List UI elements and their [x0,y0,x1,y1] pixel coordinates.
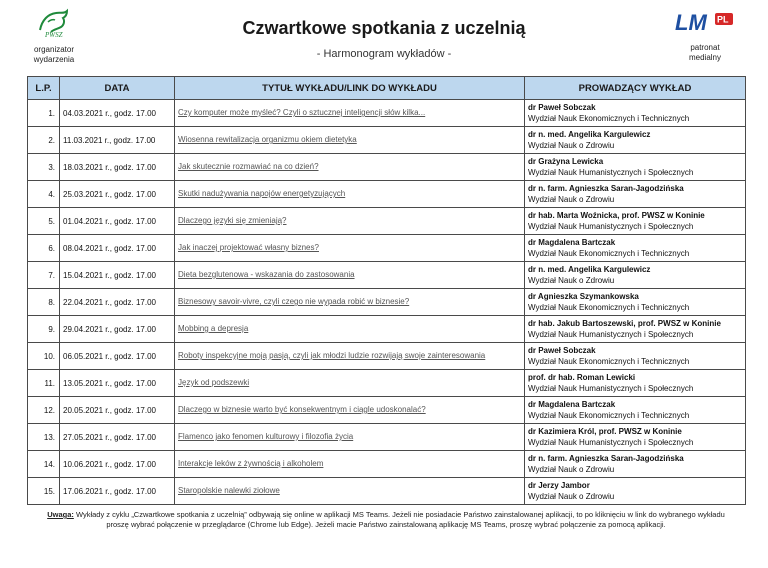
lecturer-department: Wydział Nauk Humanistycznych i Społecznych [528,384,694,393]
column-header-lp: L.P. [28,77,60,100]
row-title-cell [175,100,525,127]
row-number: 4. [28,181,60,208]
column-header-title: TYTUŁ WYKŁADU/LINK DO WYKŁADU [175,77,525,100]
row-title-cell [175,451,525,478]
media-patron-logo [665,10,745,63]
lecture-link[interactable]: Interakcje leków z żywnością i alkoholem [178,459,324,468]
lecture-schedule-table [27,76,746,505]
page-title: Czwartkowe spotkania z uczelnią [242,18,526,38]
row-date: 01.04.2021 r., godz. 17.00 [60,208,175,235]
row-lecturer-cell [525,397,746,424]
row-lecturer-cell [525,154,746,181]
lm-logo-badge: PL [717,14,729,25]
row-lecturer-cell [525,127,746,154]
lecturer-name: dr Kazimiera Król, prof. PWSZ w Koninie [528,427,682,436]
lm-logo-text: LM [675,10,707,35]
row-lecturer-cell [525,316,746,343]
row-number: 11. [28,370,60,397]
table-header-row [28,77,746,100]
usage-note [36,510,736,530]
row-date: 10.06.2021 r., godz. 17.00 [60,451,175,478]
table-row [28,343,746,370]
lecturer-name: dr Paweł Sobczak [528,346,596,355]
lecturer-department: Wydział Nauk o Zdrowiu [528,195,615,204]
lecturer-department: Wydział Nauk Ekonomicznych i Technicznych [528,114,690,123]
row-lecturer-cell [525,289,746,316]
row-lecturer-cell [525,235,746,262]
row-date: 18.03.2021 r., godz. 17.00 [60,154,175,181]
row-lecturer-cell [525,262,746,289]
row-title-cell [175,370,525,397]
table-row [28,181,746,208]
lecturer-name: dr Magdalena Bartczak [528,400,616,409]
lm-pl-logo-icon [673,10,737,36]
row-lecturer-cell [525,208,746,235]
row-number: 13. [28,424,60,451]
column-header-lecturer: PROWADZĄCY WYKŁAD [525,77,746,100]
row-title-cell [175,478,525,505]
row-date: 22.04.2021 r., godz. 17.00 [60,289,175,316]
lecture-link[interactable]: Dlaczego w biznesie warto być konsekwentnym i ciągle udoskonalać? [178,405,426,414]
lecturer-department: Wydział Nauk Ekonomicznych i Technicznych [528,249,690,258]
table-row [28,208,746,235]
lecturer-department: Wydział Nauk o Zdrowiu [528,492,615,501]
row-number: 15. [28,478,60,505]
row-date: 17.06.2021 r., godz. 17.00 [60,478,175,505]
row-title-cell [175,208,525,235]
note-label: Uwaga: [47,510,74,519]
lecture-link[interactable]: Staropolskie nalewki ziołowe [178,486,280,495]
lecture-link[interactable]: Biznesowy savoir-vivre, czyli czego nie wypada robić w biznesie? [178,297,410,306]
row-lecturer-cell [525,478,746,505]
row-title-cell [175,316,525,343]
row-lecturer-cell [525,370,746,397]
lecture-link[interactable]: Język od podszewki [178,378,250,387]
row-number: 10. [28,343,60,370]
table-row [28,154,746,181]
page-subtitle: - Harmonogram wykładów - [316,48,452,60]
lecturer-name: dr hab. Marta Woźnicka, prof. PWSZ w Koninie [528,211,705,220]
row-title-cell [175,235,525,262]
row-lecturer-cell [525,100,746,127]
lecturer-name: dr n. farm. Agnieszka Saran-Jagodzińska [528,184,684,193]
row-title-cell [175,289,525,316]
table-row [28,127,746,154]
lecturer-department: Wydział Nauk Humanistycznych i Społecznych [528,168,694,177]
row-number: 3. [28,154,60,181]
row-date: 25.03.2021 r., godz. 17.00 [60,181,175,208]
lecture-link[interactable]: Jak skutecznie rozmawiać na co dzień? [178,162,319,171]
row-date: 15.04.2021 r., godz. 17.00 [60,262,175,289]
lecture-link[interactable]: Wiosenna rewitalizacja organizmu okiem dietetyka [178,135,357,144]
lecture-link[interactable]: Dlaczego języki się zmieniają? [178,216,287,225]
table-row [28,235,746,262]
row-number: 5. [28,208,60,235]
lecturer-name: dr Grażyna Lewicka [528,157,604,166]
row-number: 14. [28,451,60,478]
row-lecturer-cell [525,451,746,478]
row-title-cell [175,127,525,154]
row-number: 12. [28,397,60,424]
table-row [28,451,746,478]
lecturer-name: dr hab. Jakub Bartoszewski, prof. PWSZ w Koninie [528,319,721,328]
row-title-cell [175,181,525,208]
lecturer-department: Wydział Nauk o Zdrowiu [528,276,615,285]
lecture-link[interactable]: Roboty inspekcyjne moją pasją, czyli jak młodzi ludzie rozwijają swoje zainteresowania [178,351,486,360]
lecturer-name: dr n. med. Angelika Kargulewicz [528,265,651,274]
lecturer-department: Wydział Nauk Ekonomicznych i Technicznych [528,357,690,366]
note-text: Wykłady z cyklu „Czwartkowe spotkania z uczelnią” odbywają się online w aplikacji MS Teams. Jeżeli nie posiadacie Państwo zainstalowanej aplikacji, to po kliknięciu w link do wybranego wykładu proszę wybrać połączenie w przeglądarce (Chrome lub Edge). Jeżeli macie Państwo zainstalowaną aplikację MS Teams, proszę wybrać połączenie za pomocą aplikacji. [75,510,725,529]
lecturer-department: Wydział Nauk Ekonomicznych i Technicznych [528,303,690,312]
lecturer-name: dr Magdalena Bartczak [528,238,616,247]
row-title-cell [175,397,525,424]
row-number: 7. [28,262,60,289]
lecture-link[interactable]: Jak inaczej projektować własny biznes? [178,243,319,252]
row-title-cell [175,343,525,370]
table-row [28,478,746,505]
row-title-cell [175,154,525,181]
row-number: 8. [28,289,60,316]
lecturer-department: Wydział Nauk Humanistycznych i Społecznych [528,438,694,447]
lecturer-name: dr n. farm. Agnieszka Saran-Jagodzińska [528,454,684,463]
row-lecturer-cell [525,424,746,451]
lecture-link[interactable]: Mobbing a depresja [178,324,249,333]
lecturer-department: Wydział Nauk o Zdrowiu [528,465,615,474]
page-header [0,0,768,76]
row-date: 27.05.2021 r., godz. 17.00 [60,424,175,451]
row-date: 11.03.2021 r., godz. 17.00 [60,127,175,154]
lecturer-department: Wydział Nauk Humanistycznych i Społecznych [528,222,694,231]
row-number: 1. [28,100,60,127]
table-row [28,316,746,343]
row-date: 04.03.2021 r., godz. 17.00 [60,100,175,127]
lecturer-name: dr Jerzy Jambor [528,481,590,490]
row-title-cell [175,424,525,451]
row-number: 9. [28,316,60,343]
table-row [28,100,746,127]
row-date: 08.04.2021 r., godz. 17.00 [60,235,175,262]
lecture-link[interactable]: Czy komputer może myśleć? Czyli o sztucznej inteligencji słów kilka... [178,108,426,117]
lecturer-name: prof. dr hab. Roman Lewicki [528,373,636,382]
table-row [28,262,746,289]
row-date: 06.05.2021 r., godz. 17.00 [60,343,175,370]
row-date: 29.04.2021 r., godz. 17.00 [60,316,175,343]
row-number: 6. [28,235,60,262]
pwsz-logo-text: PWSZ [45,31,63,38]
lecture-link[interactable]: Dieta bezglutenowa - wskazania do zastosowania [178,270,355,279]
row-lecturer-cell [525,343,746,370]
table-row [28,370,746,397]
lecturer-name: dr Paweł Sobczak [528,103,596,112]
row-title-cell [175,262,525,289]
table-row [28,397,746,424]
table-row [28,424,746,451]
lecturer-department: Wydział Nauk o Zdrowiu [528,141,615,150]
lecturer-name: dr n. med. Angelika Kargulewicz [528,130,651,139]
lecture-link[interactable]: Flamenco jako fenomen kulturowy i filozofia życia [178,432,354,441]
row-lecturer-cell [525,181,746,208]
lecturer-department: Wydział Nauk Ekonomicznych i Technicznych [528,411,690,420]
lecturer-name: dr Agnieszka Szymankowska [528,292,639,301]
row-number: 2. [28,127,60,154]
row-date: 13.05.2021 r., godz. 17.00 [60,370,175,397]
row-date: 20.05.2021 r., godz. 17.00 [60,397,175,424]
table-row [28,289,746,316]
lecturer-department: Wydział Nauk Humanistycznych i Społecznych [528,330,694,339]
media-patron-caption: patronat medialny [688,43,721,62]
column-header-date: DATA [60,77,175,100]
organizer-caption: organizator wydarzenia [33,45,75,64]
lecture-link[interactable]: Skutki nadużywania napojów energetyzujących [178,189,346,198]
